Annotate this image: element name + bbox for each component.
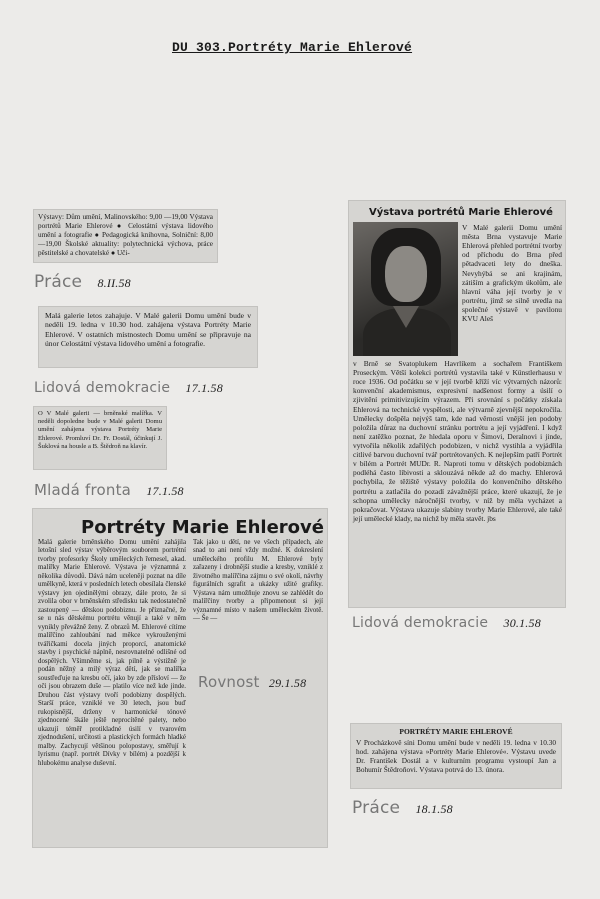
- clipping-text: O V Malé galerii — brněnské malířka. V neděli dopoledne bude v Malé galerii Domu umění zahájena výstava Portréty Marie Ehlerové. Promluví Dr. Fr. Dostál, účinkují J. Šuklová na housle a B. Štědroň na klavír.: [38, 410, 162, 450]
- source-name: Práce: [34, 272, 83, 292]
- source-stamp: [198, 672, 306, 691]
- article-column-1: Malá galerie brněnského Domu umění zahájila letošní sled výstav výběrovým souborem portrétní tvorby profesorky Školy uměleckých řemesel, akad. malířky Marie Ehlerové. Výstava je významná z několika důvodů. Dává nám uceleněji poznat na díle umělkyně, která v posledních letech obesílala členské výstavy jen ojedinělými obrazy, dále proto, že si zvolila obor v brněnském středisku tak nedostatečně zastoupený — dětskou podobiznu. Je příznačné, že se u nás dětskému portrétu věnují a také v něm vynikly převážně ženy. Z obrazů M. Ehlerové cítíme malířčino zahloubání nad měkce vykrouženými tvářičkami docela jiných proporcí, anatomické stavby i psychické náplně, nesrovnatelné odlišné od dospělých. Všimněme si, jak pilně a výstižně je podán něžný a milý výraz dětí, jak se malířka soustřeďuje na kresbu očí, jako by zde přísloví — že oči jsou obrazem duše — platilo více než kde jinde. Druhou část výstavy tvoří podobizny dospělých. Starší práce, vzniklé ve 30 letech, jsou buď rukopisnější, drženy v harmonické tónové zjednocené škále ještě neprocítěné palety, nebo ukazují téměř protikladné úsilí v tvarovém zjednodušení, určitosti a plastických formách hladké malby. Zachycují většinou polopostavy, směřují k lyrismu (např. portrét Dívky v bílém) a pozdější k hlubokému analyse duševní.: [38, 539, 186, 767]
- article-side-text: V Malé galerii Domu umění města Brna vystavuje Marie Ehlerová přehled portrétní tvorby od příchodu do Brna před pětadvaceti lety do dneška. Nevyhýbá se ani krajinám, zátiším a grafickým úkolům, ale hlavní váha její tvorby je v portrétu, jímž se silně uvedla na společné výstavě v pavilonu KVU Aleš: [462, 223, 562, 324]
- clipping-text: Malá galerie letos zahajuje. V Malé galerii Domu umění bude v neděli 19. ledna v 10.30 hod. zahájena výstava Portréty Marie Ehlerové. V ostatních místnostech Domu umění se připravuje na únor Celostátní výstava lidového umění a fotografie.: [45, 311, 251, 349]
- clipping-lidova-demokracie-notice: [38, 306, 258, 368]
- source-stamp: [34, 377, 223, 396]
- source-stamp: [352, 612, 541, 631]
- handwritten-date: 17.1.58: [146, 484, 184, 498]
- handwritten-date: 29.1.58: [268, 676, 307, 690]
- source-name: Práce: [352, 798, 401, 818]
- source-name: Mladá fronta: [34, 481, 132, 499]
- clipping-text: V Procházkově síni Domu umění bude v neděli 19. ledna v 10.30 hod. zahájena výstava »Portréty Marie Ehlerové«. Výstavu uvede Dr. František Dostál a v kulturním programu vystoupí Jan a Bohumír Štědroňovi. Výstava potrvá do 13. února.: [356, 738, 556, 775]
- source-stamp: [34, 272, 131, 292]
- clipping-mlada-fronta-notice: [33, 406, 167, 470]
- article-title: Výstava portrétů Marie Ehlerové: [369, 207, 553, 218]
- clipping-text: Výstavy: Dům umění, Malinovského: 9,00 —19,00 Výstava portrétů Marie Ehlerové ● Celostátní výstava lidového umění a fotografie ● Pedagogická knihovna, Solniční: 8,00—19,00 Školské aktuality: polytechnická výchova, práce pěstitelské a chovatelské ● Uči-: [38, 213, 213, 257]
- source-stamp: [34, 480, 184, 499]
- handwritten-date: 30.1.58: [503, 616, 541, 630]
- handwritten-date: 17.1.58: [185, 381, 223, 395]
- source-name: Rovnost: [198, 673, 260, 691]
- article-body: v Brně se Svatoplukem Havrlíkem a sochařem Františkem Proseckým. Větší kolekci portrétů vystavila také v Künstlerhausu v roce 1936. Od počátku se v její tvorbě kříží víc výtvarných názorů: konvenční akademismus, expresivní nadšenost formy a úsilí o zjivitění primitivizujícím výrazem. Při srovnání s počátky získala Ehlerová na technické vyspělosti, ale výtvarně zjevnější nepokročila. Umělecky došpěla nejvýš tam, kde nad věrností vnější jen podoby položila důraz na duchovní stránku portrétu a její vyjádření. I když není zatěžko poznat, že hledala oporu v Šimovi, Deralnovi i jinde, vytvořila několik zdařilých podobizen, v nichž vystihla a vyjádřila citlivé barvou duchovní tvář portrétovaných. K nejlepším patří Portrét v bílém a Portrét MUDr. R. Naproti tomu v dětských podobiznách podléhá často líbivosti a sklouzává někde až do machy. Ehlerová pochybila, že těžiště výstavy položila do konvenčního dětského portrétu a zatlačila do pozadí závažnější práce, které ukazují, že je schopna umělecky náročnější tvorby, v níž by měla vycházet a pokračovat. Výstava ukazuje slabiny tvorby Marie Ehlerové, ale také její umělecké klady, na nichž by měla stavět. jbs: [353, 359, 562, 523]
- clipping-prace-notice: [350, 723, 562, 789]
- source-name: Lidová demokracie: [34, 380, 171, 396]
- page-header: DU 303.Portréty Marie Ehlerové: [172, 40, 413, 55]
- handwritten-date: 8.II.58: [97, 276, 131, 290]
- handwritten-date: 18.1.58: [415, 802, 453, 816]
- portrait-photo: [353, 222, 458, 356]
- article-column-2: Tak jako u dětí, ne ve všech případech, ale snad to ani není vždy možné. K dokreslení uměleckého profilu M. Ehlerové byly zařazeny i drobnější studie a kresby, vzniklé z životného malířčina zájmu o své okolí, návrhy figurálních sgrafit a ukázky užité grafiky. Výstava nám umožňuje znovu se zahlédět do malířčiny tvorby a připomenout si její významné místo v našem uměleckém životě. — Še —: [193, 539, 323, 623]
- source-stamp: [352, 798, 453, 818]
- article-title: Portréty Marie Ehlerové: [81, 517, 324, 538]
- clipping-prace-listing: [33, 209, 218, 263]
- source-name: Lidová demokracie: [352, 615, 489, 631]
- notice-title: PORTRÉTY MARIE EHLEROVÉ: [399, 727, 513, 736]
